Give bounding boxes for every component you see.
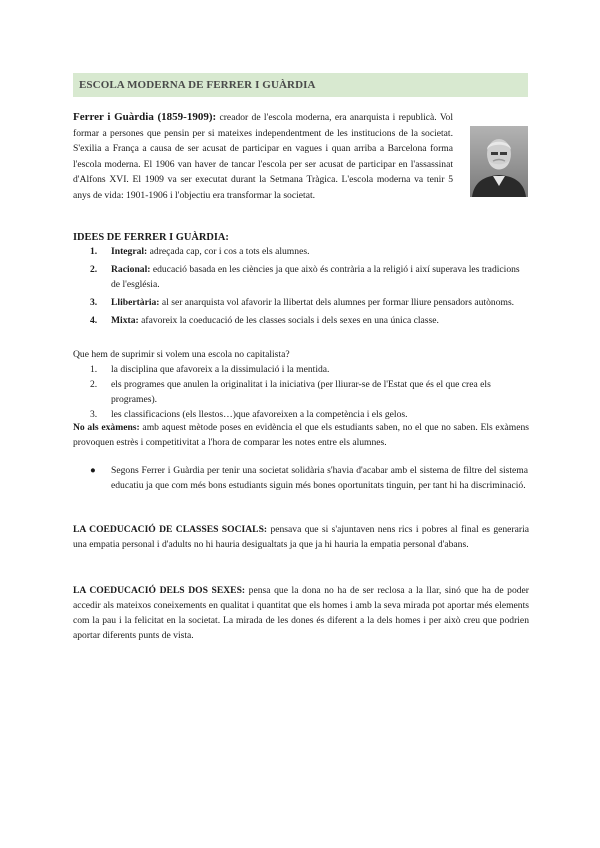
question-text: Que hem de suprimir si volem una escola no capitalista? xyxy=(73,349,290,360)
bullet-text: Segons Ferrer i Guàrdia per tenir una societat solidària s'havia d'acabar amb el sistema de filtre del sistema educatiu ja que com més bons estudiants siguin més bones oportunitats tinguin, per tant hi ha discriminació. xyxy=(111,465,528,491)
exams-text: amb aquest mètode poses en evidència el que els estudiants saben, no el que no saben. Els exàmens provoquen estrès i competitivitat a l'hora de comparar les notes entre els alumnes. xyxy=(73,422,529,448)
exams-lead: No als exàmens: xyxy=(73,422,140,433)
sexes-text: pensa que la dona no ha de ser reclosa a la llar, sinó que ha de poder accedir als mateixos coneixements en qualitat i quantitat que els homes i amb la seva mirada pot aportar més elements com la pau i la felicitat en la societat. La mirada de les dones és diferent a la dels homes i per això creu que podrien aportar diferents punts de vista. xyxy=(73,585,529,641)
suppress-list xyxy=(90,362,528,422)
intro-text: creador de l'escola moderna, era anarquista i republicà. Vol formar a persones que pensin per si mateixes independentment de les institucions de la societat. S'exilia a França a causa de ser acusat de participar en vagues i quan arriba a Barcelona forma l'escola moderna. El 1906 van haver de tancar l'escola per ser acusat de participar en l'assassinat d'Alfons XVI. El 1909 va ser executat durant la Setmana Tràgica. L'escola moderna va tenir 5 anys de vida: 1901-1906 i l'objectiu era transformar la societat. xyxy=(73,112,453,201)
item-number: 4. xyxy=(90,315,98,326)
item-text: adreçada cap, cor i cos a tots els alumnes. xyxy=(147,246,310,257)
item-text: les classificacions (els llestos…)que afavoreixen a la competència i els gelos. xyxy=(111,409,408,420)
item-number: 1. xyxy=(90,246,98,257)
classes-lead: LA COEDUCACIÓ DE CLASSES SOCIALS: xyxy=(73,524,268,535)
intro-lead: Ferrer i Guàrdia (1859-1909): xyxy=(73,111,217,123)
bullet-dot-icon: ● xyxy=(90,465,96,476)
portrait-photo-svg xyxy=(470,126,528,197)
item-number: 3. xyxy=(90,297,98,308)
list-item xyxy=(90,313,528,328)
item-number: 1. xyxy=(90,364,98,375)
list-item xyxy=(90,295,528,310)
item-text: els programes que anulen la originalitat i la iniciativa (per lliurar-se de l'Estat que és el que crea els programes). xyxy=(111,379,491,405)
exams-paragraph xyxy=(73,420,529,450)
sexes-lead: LA COEDUCACIÓ DELS DOS SEXES: xyxy=(73,585,246,596)
item-number: 3. xyxy=(90,409,98,420)
item-term: Mixta: xyxy=(111,315,139,326)
item-term: Integral: xyxy=(111,246,148,257)
item-text: al ser anarquista vol afavorir la llibertat dels alumnes per formar lliure pensadors autònoms. xyxy=(159,297,515,308)
ideas-list xyxy=(90,244,528,331)
item-number: 2. xyxy=(90,379,98,390)
item-term: Llibertària: xyxy=(111,297,160,308)
item-text: la disciplina que afavoreix a la dissimulació i la mentida. xyxy=(111,364,330,375)
list-item xyxy=(90,377,528,407)
list-item xyxy=(90,262,528,292)
document-title: ESCOLA MODERNA DE FERRER I GUÀRDIA xyxy=(73,73,528,97)
intro-paragraph xyxy=(73,110,453,204)
classes-text: pensava que si s'ajuntaven nens rics i pobres al final es generaria una empatia personal i d'adults no hi hauria desigualtats ja que ja hi hauria la empatia personal d'abans. xyxy=(73,524,529,550)
portrait-photo-icon xyxy=(470,126,528,197)
bullet-paragraph xyxy=(90,463,528,493)
ideas-heading: IDEES DE FERRER I GUÀRDIA: xyxy=(73,232,229,243)
item-term: Racional: xyxy=(111,264,151,275)
item-text: afavoreix la coeducació de les classes socials i dels sexes en una única classe. xyxy=(138,315,439,326)
list-item xyxy=(90,244,528,259)
sexes-paragraph xyxy=(73,583,529,643)
item-text: educació basada en les ciències ja que això és contrària a la religió i així superava les tradicions de l'església. xyxy=(111,264,520,290)
item-number: 2. xyxy=(90,264,98,275)
classes-paragraph xyxy=(73,522,529,552)
list-item xyxy=(90,362,528,377)
